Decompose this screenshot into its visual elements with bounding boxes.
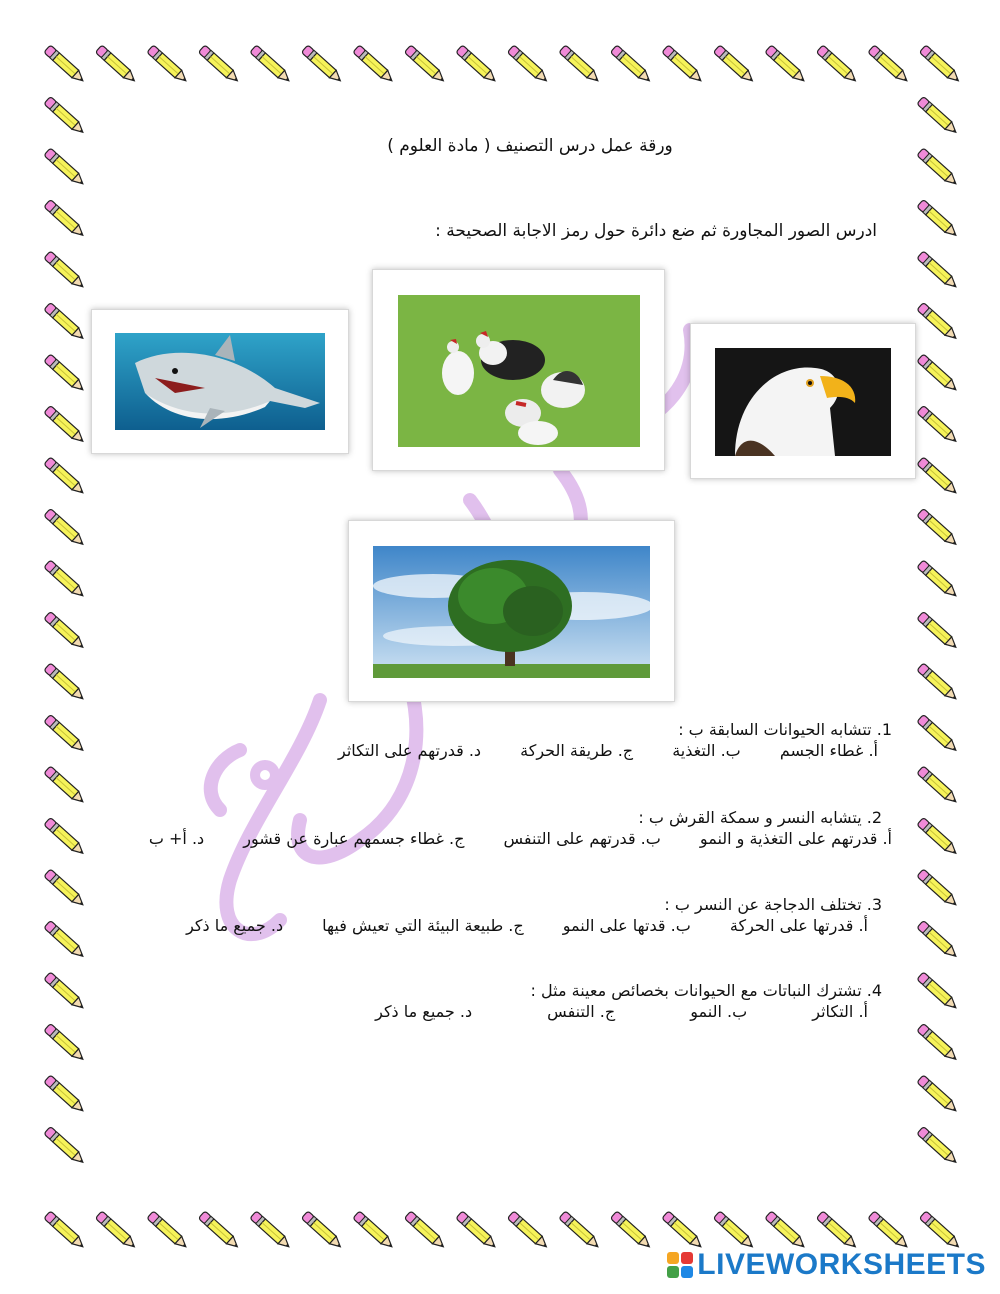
tree-photo: [348, 520, 675, 702]
pencil-icon: [917, 663, 959, 703]
question-3: [152, 895, 882, 935]
pencil-icon: [353, 45, 395, 85]
answer-option[interactable]: د. أ+ ب: [148, 829, 205, 848]
question-stem: 4. تشترك النباتات مع الحيوانات بخصائص معينة مثل :: [530, 981, 882, 1000]
pencil-icon: [44, 1211, 86, 1251]
answer-option[interactable]: د. جميع ما ذكر: [375, 1002, 473, 1021]
pencil-icon: [353, 1211, 395, 1251]
pencil-icon: [917, 354, 959, 394]
pencil-icon: [44, 148, 86, 188]
pencil-icon: [868, 1211, 910, 1251]
pencil-icon: [917, 251, 959, 291]
answer-option[interactable]: أ. قدرتهم على التغذية و النمو: [699, 829, 892, 848]
pencil-icon: [919, 1211, 961, 1251]
pencil-icon: [44, 869, 86, 909]
pencil-icon: [662, 1211, 704, 1251]
pencil-icon: [507, 1211, 549, 1251]
eagle-photo: [690, 323, 916, 479]
logo-mark-icon: [667, 1252, 693, 1278]
answer-option[interactable]: ب. النمو: [690, 1002, 748, 1021]
pencil-icon: [44, 251, 86, 291]
pencil-icon: [917, 920, 959, 960]
pencil-icon: [917, 869, 959, 909]
question-4: [341, 981, 882, 1021]
pencil-icon: [44, 508, 86, 548]
pencil-icon: [610, 45, 652, 85]
pencil-icon: [44, 1023, 86, 1063]
answer-option[interactable]: أ. غطاء الجسم: [779, 741, 878, 760]
pencil-icon: [44, 920, 86, 960]
answer-option[interactable]: ب. التغذية: [672, 741, 741, 760]
pencil-icon: [917, 199, 959, 239]
pencil-icon: [610, 1211, 652, 1251]
pencil-icon: [95, 45, 137, 85]
pencil-icon: [250, 1211, 292, 1251]
question-1: [304, 720, 892, 760]
answer-option[interactable]: ج. طريقة الحركة: [520, 741, 634, 760]
pencil-icon: [917, 1023, 959, 1063]
pencil-icon: [559, 1211, 601, 1251]
pencil-icon: [301, 45, 343, 85]
answer-option[interactable]: أ. قدرتها على الحركة: [729, 916, 868, 935]
pencil-icon: [44, 766, 86, 806]
pencil-icon: [816, 45, 858, 85]
question-stem: 2. يتشابه النسر و سمكة القرش ب :: [638, 808, 882, 827]
pencil-icon: [868, 45, 910, 85]
pencil-icon: [44, 457, 86, 497]
pencil-icon: [662, 45, 704, 85]
pencil-icon: [44, 405, 86, 445]
pencil-icon: [917, 405, 959, 445]
answer-option[interactable]: ب. قدرتهم على التنفس: [503, 829, 661, 848]
pencil-icon: [44, 96, 86, 136]
pencil-icon: [44, 45, 86, 85]
pencil-icon: [919, 45, 961, 85]
logo-text: LIVEWORKSHEETS: [697, 1248, 986, 1281]
pencil-icon: [456, 1211, 498, 1251]
answer-option[interactable]: ج. غطاء جسمهم عبارة عن قشور: [243, 829, 465, 848]
pencil-icon: [917, 1075, 959, 1115]
pencil-icon: [198, 45, 240, 85]
pencil-icon: [559, 45, 601, 85]
pencil-icon: [44, 199, 86, 239]
answer-option[interactable]: ب. قدتها على النمو: [562, 916, 691, 935]
pencil-icon: [917, 1126, 959, 1166]
pencil-icon: [44, 714, 86, 754]
pencil-icon: [917, 560, 959, 600]
pencil-icon: [44, 302, 86, 342]
shark-photo: [91, 309, 349, 454]
pencil-icon: [250, 45, 292, 85]
pencil-icon: [147, 1211, 189, 1251]
pencil-icon: [456, 45, 498, 85]
question-2: [115, 808, 892, 848]
pencil-icon: [917, 302, 959, 342]
pencil-icon: [917, 817, 959, 857]
pencil-icon: [917, 96, 959, 136]
answer-option[interactable]: ج. التنفس: [547, 1002, 616, 1021]
pencil-icon: [301, 1211, 343, 1251]
answer-option[interactable]: د. قدرتهم على التكاثر: [338, 741, 482, 760]
pencil-icon: [765, 45, 807, 85]
pencil-icon: [917, 148, 959, 188]
pencil-icon: [44, 663, 86, 703]
pencil-icon: [713, 1211, 755, 1251]
pencil-icon: [44, 1075, 86, 1115]
answer-option[interactable]: د. جميع ما ذكر: [186, 916, 284, 935]
question-stem: 1. تتشابه الحيوانات السابقة ب :: [678, 720, 892, 739]
pencil-icon: [44, 972, 86, 1012]
pencil-icon: [404, 45, 446, 85]
pencil-icon: [917, 766, 959, 806]
pencil-icon: [44, 817, 86, 857]
pencil-icon: [917, 457, 959, 497]
pencil-icon: [917, 611, 959, 651]
instruction-text: ادرس الصور المجاورة ثم ضع دائرة حول رمز الاجابة الصحيحة :: [435, 221, 877, 241]
pencil-icon: [765, 1211, 807, 1251]
pencil-icon: [44, 560, 86, 600]
pencil-icon: [404, 1211, 446, 1251]
liveworksheets-logo: [667, 1248, 986, 1282]
pencil-icon: [917, 508, 959, 548]
pencil-icon: [44, 1126, 86, 1166]
pencil-icon: [44, 611, 86, 651]
chickens-photo: [372, 269, 665, 471]
pencil-icon: [816, 1211, 858, 1251]
pencil-icon: [507, 45, 549, 85]
pencil-icon: [44, 354, 86, 394]
answer-option[interactable]: ج. طبيعة البيئة التي تعيش فيها: [322, 916, 524, 935]
pencil-icon: [198, 1211, 240, 1251]
pencil-icon: [713, 45, 755, 85]
question-stem: 3. تختلف الدجاجة عن النسر ب :: [664, 895, 882, 914]
pencil-icon: [95, 1211, 137, 1251]
pencil-icon: [917, 714, 959, 754]
pencil-icon: [147, 45, 189, 85]
worksheet-title: ورقة عمل درس التصنيف ( مادة العلوم ): [387, 136, 673, 156]
pencil-icon: [917, 972, 959, 1012]
answer-option[interactable]: أ. التكاثر: [812, 1002, 868, 1021]
